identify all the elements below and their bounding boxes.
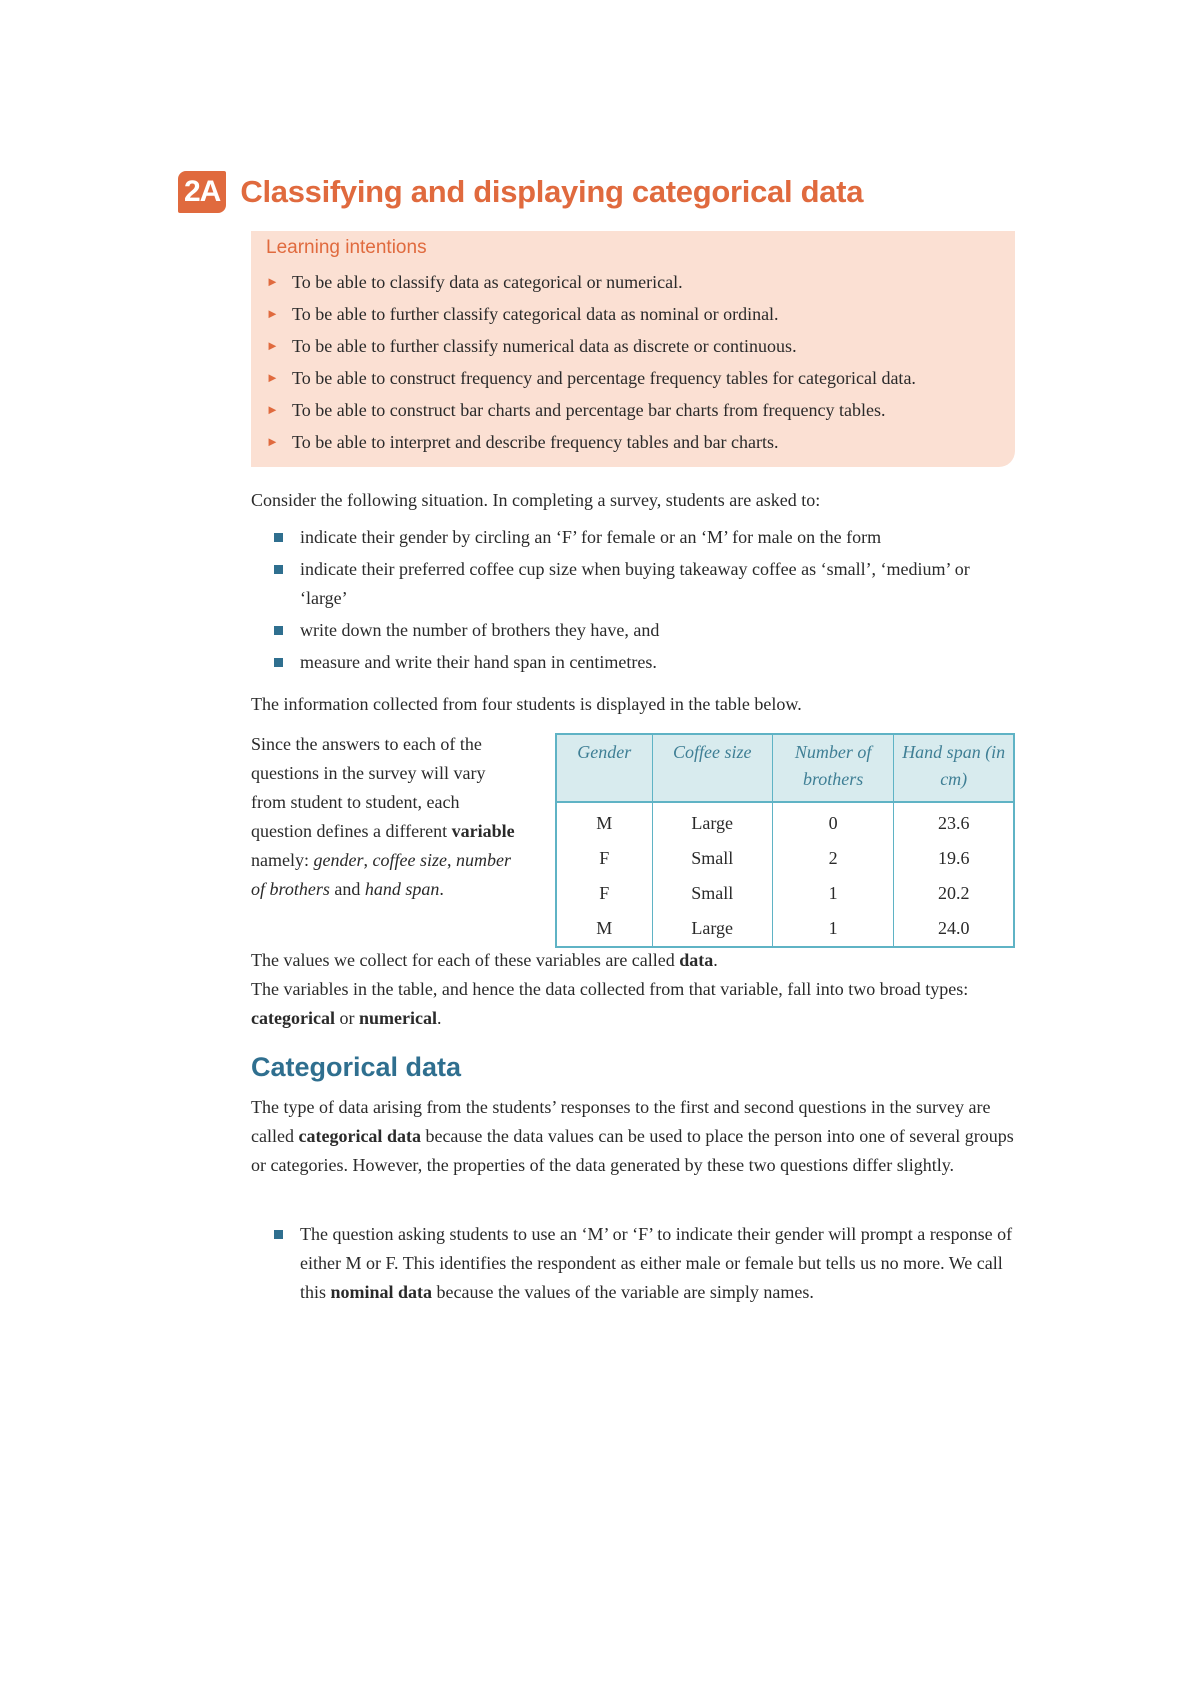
section-header [178,168,863,216]
column-header: Number of brothers [772,734,894,802]
learning-intentions-box [251,231,1015,467]
column-header: Coffee size [652,734,772,802]
list-item: write down the number of brothers they have, and [274,616,1014,645]
section-badge: 2A [178,171,226,213]
square-bullet-icon [274,658,283,667]
arrow-icon: ► [266,402,279,417]
table-row: F Small 2 19.6 [556,841,1014,876]
table-row: M Large 0 23.6 [556,802,1014,841]
square-bullet-icon [274,1230,283,1239]
table-row: F Small 1 20.2 [556,876,1014,911]
arrow-icon: ► [266,434,279,449]
learning-intentions-list [266,269,916,461]
list-item: ► To be able to construct bar charts and percentage bar charts from frequency tables. [266,397,916,429]
column-header: Gender [556,734,652,802]
list-item: ► To be able to construct frequency and percentage frequency tables for categorical data. [266,365,916,397]
values-paragraph: The values we collect for each of these variables are called data. The variables in the table, and hence the data collected from that variable, fall into two broad types: categorical or numerical. [251,950,969,1028]
list-item: ► To be able to classify data as categorical or numerical. [266,269,916,301]
list-item: The question asking students to use an ‘M’ or ‘F’ to indicate their gender will prompt a response of either M or F. This identifies the respondent as either male or female but tells us no more. We call this nominal data because the values of the variable are simply names. [274,1220,1014,1307]
survey-data-table [555,733,1015,948]
list-item: indicate their gender by circling an ‘F’ for female or an ‘M’ for male on the form [274,523,1014,552]
square-bullet-icon [274,626,283,635]
variable-term: variable [451,821,515,841]
section-title: Classifying and displaying categorical data [240,174,864,209]
learning-intentions-heading: Learning intentions [266,237,427,258]
arrow-icon: ► [266,370,279,385]
categorical-data-heading: Categorical data [251,1052,462,1082]
list-item: ► To be able to interpret and describe frequency tables and bar charts. [266,429,916,461]
table-intro: The information collected from four students is displayed in the table below. [251,694,802,714]
column-header: Hand span (in cm) [894,734,1014,802]
categorical-paragraph: The type of data arising from the students’ responses to the first and second questions in the survey are called categorical data because the data values can be used to place the person into one of several groups or categories. However, the properties of the data generated by these two questions differ slightly. [251,1097,1014,1175]
square-bullet-icon [274,565,283,574]
arrow-icon: ► [266,274,279,289]
list-item: measure and write their hand span in centimetres. [274,648,1014,677]
variables-paragraph: Since the answers to each of the questions in the survey will vary from student to student, each question defines a different variable namely: gender, coffee size, number of brothers and hand span. [251,734,515,899]
table-row: M Large 1 24.0 [556,911,1014,947]
list-item: indicate their preferred coffee cup size when buying takeaway coffee as ‘small’, ‘medium’ or ‘large’ [274,555,1014,613]
table-header-row [556,734,1014,802]
nominal-list [274,1220,1014,1310]
list-item: ► To be able to further classify categorical data as nominal or ordinal. [266,301,916,333]
list-item: ► To be able to further classify numerical data as discrete or continuous. [266,333,916,365]
square-bullet-icon [274,533,283,542]
survey-list [274,523,1014,680]
arrow-icon: ► [266,338,279,353]
arrow-icon: ► [266,306,279,321]
intro-paragraph: Consider the following situation. In completing a survey, students are asked to: [251,490,821,510]
